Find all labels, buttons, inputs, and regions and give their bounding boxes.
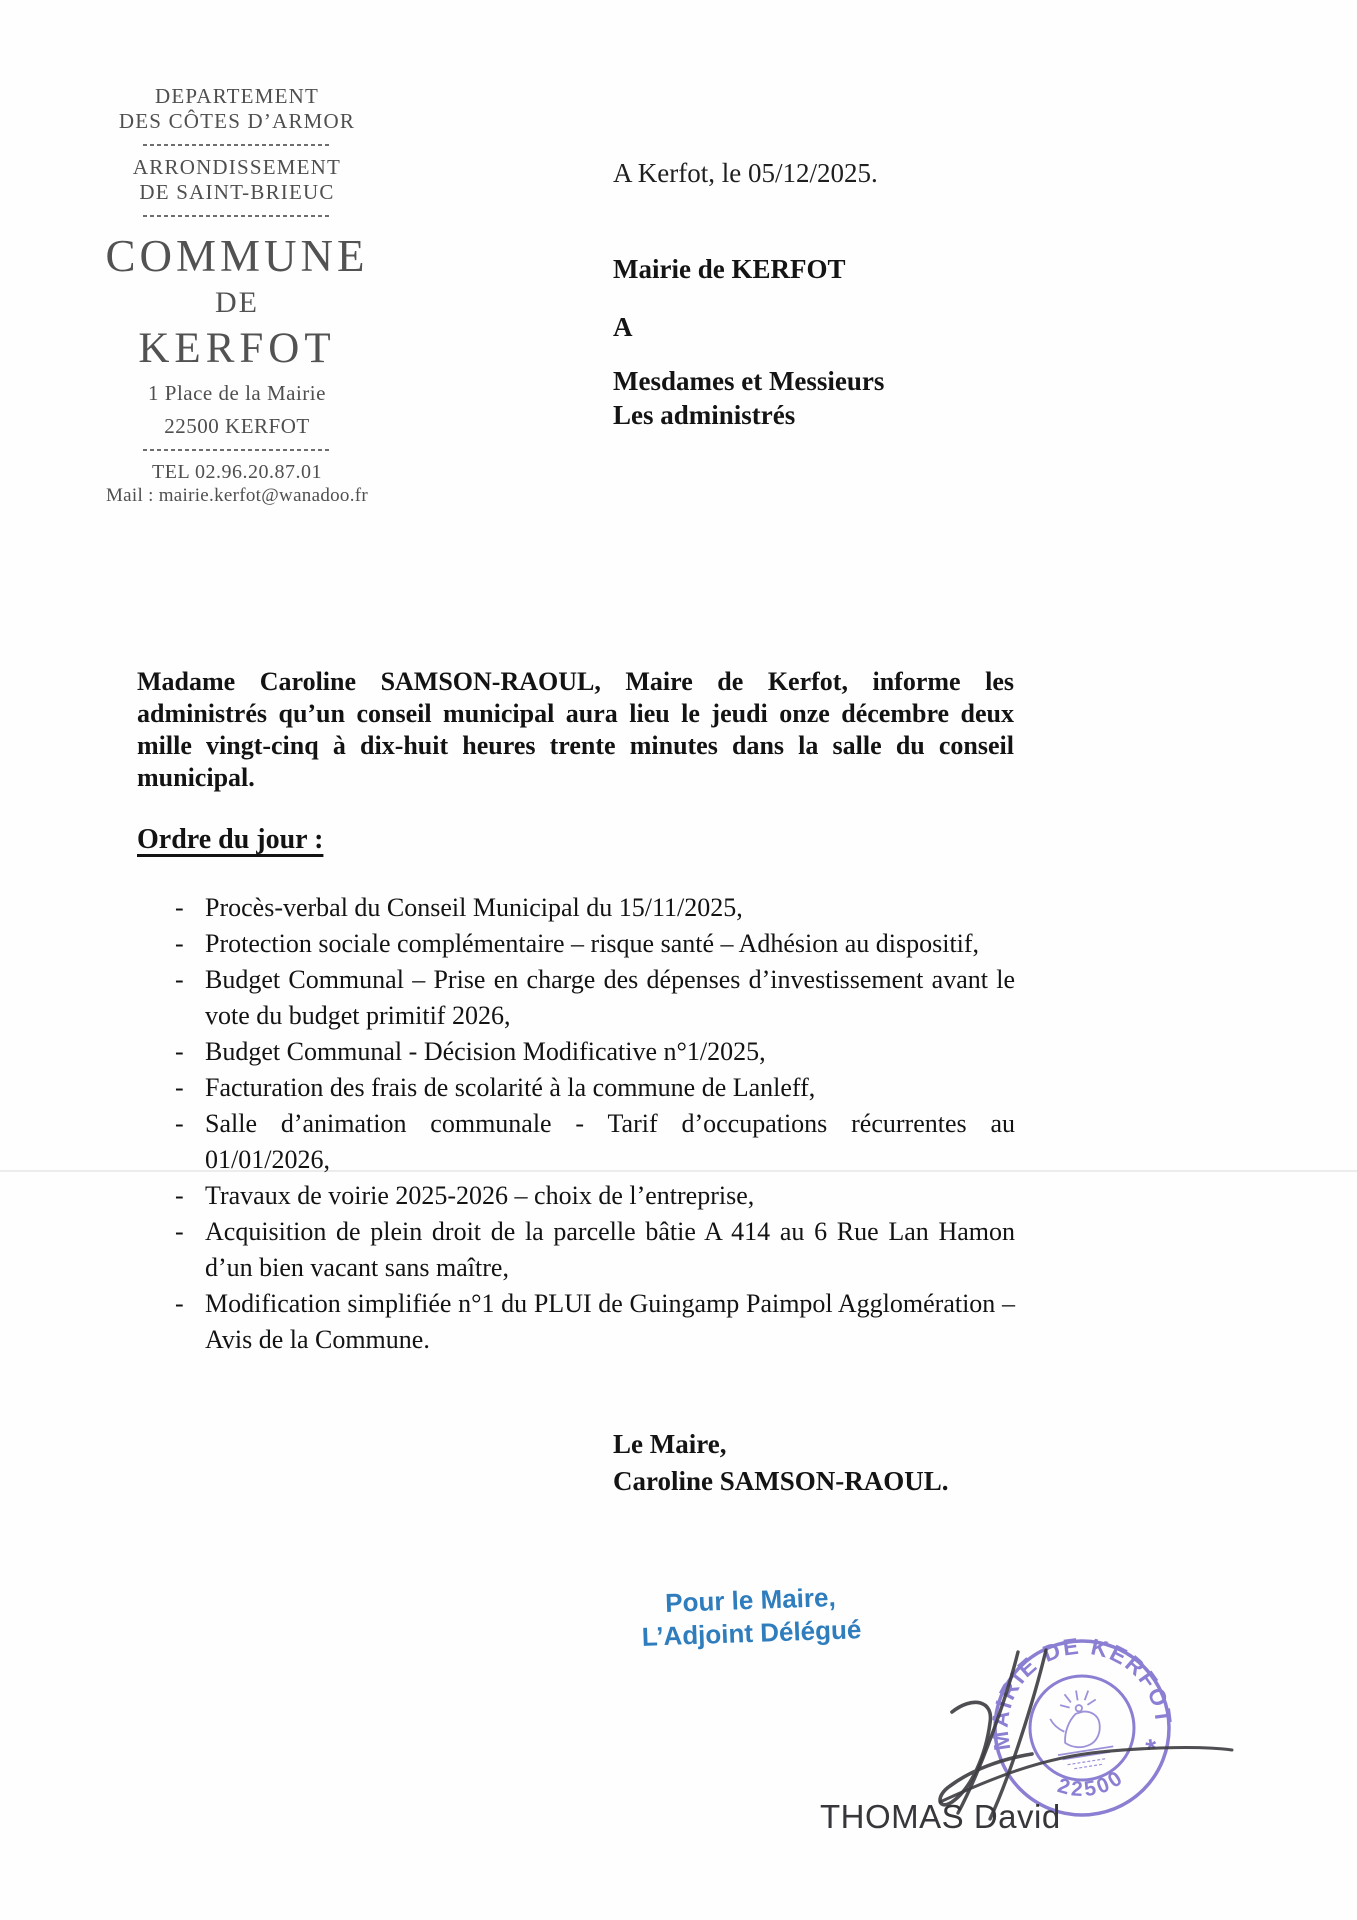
agenda-item (175, 962, 1015, 1034)
agenda-list (175, 890, 1015, 1358)
scan-artifact-line (0, 1170, 1357, 1172)
letterhead (72, 84, 402, 507)
agenda-item-text: Salle d’animation communale - Tarif d’occupations récurrentes au 01/01/2026, (205, 1109, 1015, 1174)
agenda-item (175, 926, 1015, 962)
agenda-item-bullet: - (175, 1109, 184, 1138)
stamp-star: * (1143, 1732, 1160, 1766)
announcement-paragraph: Madame Caroline SAMSON-RAOUL, Maire de Kerfot, informe les administrés qu’un conseil municipal aura lieu le jeudi onze décembre deux mille vingt-cinq à dix-huit heures trente minutes dans la salle du conseil municipal. (137, 667, 1014, 792)
address-line1: 1 Place de la Mairie (148, 381, 326, 405)
agenda-item-text: Protection sociale complémentaire – risque santé – Adhésion au dispositif, (205, 929, 980, 958)
agenda-item-bullet: - (175, 929, 184, 958)
delegation-stamp-text (635, 1580, 867, 1654)
address-line2: 22500 KERFOT (164, 414, 310, 438)
to-label: A (613, 312, 633, 342)
recipient-line2: Les administrés (613, 400, 796, 430)
agenda-item-text: Procès-verbal du Conseil Municipal du 15/11/2025, (205, 893, 743, 922)
arrondissement-line2: DE SAINT-BRIEUC (139, 180, 335, 204)
agenda-item (175, 890, 1015, 926)
dateline: A Kerfot, le 05/12/2025. (613, 158, 878, 188)
department-line1: DEPARTEMENT (154, 84, 319, 108)
agenda-item (175, 1178, 1015, 1214)
commune-title-line3: KERFOT (138, 325, 336, 372)
agenda-item-bullet: - (175, 1217, 184, 1246)
closing-block (613, 1426, 949, 1500)
agenda-item (175, 1214, 1015, 1286)
agenda-item-text: Acquisition de plein droit de la parcelle bâtie A 414 au 6 Rue Lan Hamon d’un bien vacant sans maître, (205, 1217, 1015, 1282)
stamp-postal-code: 22500 (1055, 1765, 1129, 1802)
agenda-item-text: Modification simplifiée n°1 du PLUI de Guingamp Paimpol Agglomération – Avis de la Commune. (205, 1289, 1015, 1354)
closing-title: Le Maire, (613, 1429, 727, 1459)
divider (143, 215, 331, 217)
sender-name: Mairie de KERFOT (613, 254, 846, 284)
delegate-name: THOMAS David (820, 1798, 1061, 1835)
closing-name: Caroline SAMSON-RAOUL. (613, 1466, 949, 1496)
department-line2: DES CÔTES D’ARMOR (118, 109, 356, 133)
agenda-item-bullet: - (175, 1181, 184, 1210)
agenda-item-bullet: - (175, 893, 184, 922)
agenda-item-text: Travaux de voirie 2025-2026 – choix de l’entreprise, (205, 1181, 755, 1210)
commune-title-line1: COMMUNE (105, 231, 369, 281)
commune-title-line2: DE (215, 286, 259, 319)
agenda-item (175, 1106, 1015, 1178)
recipient-line1: Mesdames et Messieurs (613, 366, 885, 396)
phone-number: TEL 02.96.20.87.01 (152, 461, 322, 483)
email-address: Mail : mairie.kerfot@wanadoo.fr (105, 485, 369, 506)
agenda-item-bullet: - (175, 965, 184, 994)
agenda-item-text: Budget Communal – Prise en charge des dépenses d’investissement avant le vote du budget primitif 2026, (205, 965, 1015, 1030)
divider (143, 144, 331, 146)
agenda-item (175, 1034, 1015, 1070)
agenda-item-bullet: - (175, 1289, 184, 1318)
agenda-item (175, 1070, 1015, 1106)
delegation-line2: L’Adjoint Délégué (641, 1614, 862, 1652)
agenda-heading: Ordre du jour : (137, 824, 324, 855)
agenda-item (175, 1286, 1015, 1358)
arrondissement-line1: ARRONDISSEMENT (132, 155, 342, 179)
stamp-ring-text: MAIRIE DE KERFOT (986, 1632, 1178, 1753)
agenda-item-bullet: - (175, 1037, 184, 1066)
agenda-item-text: Facturation des frais de scolarité à la commune de Lanleff, (205, 1073, 816, 1102)
agenda-item-bullet: - (175, 1073, 184, 1102)
delegation-line1: Pour le Maire, (664, 1582, 837, 1618)
agenda-item-text: Budget Communal - Décision Modificative n°1/2025, (205, 1037, 766, 1066)
divider (143, 449, 331, 451)
recipient-block (613, 364, 884, 432)
